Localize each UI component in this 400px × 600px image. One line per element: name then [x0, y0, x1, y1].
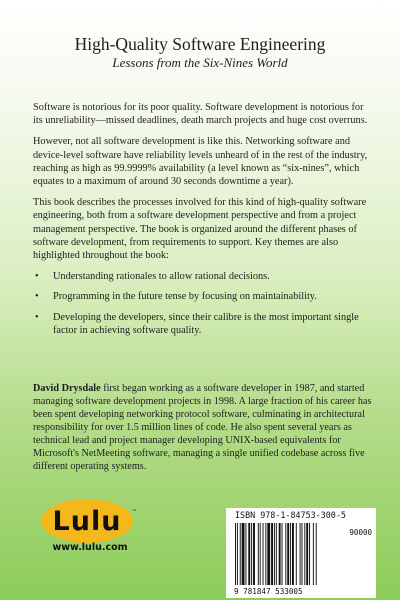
- blurb-paragraph: Software is notorious for its poor quality. Software development is notorious for its unreliability—missed deadlines, death march projects and huge cost overruns.: [33, 102, 368, 127]
- publisher-url: www.lulu.com: [52, 542, 128, 553]
- bullet-icon: •: [35, 311, 39, 323]
- bullet-icon: •: [35, 291, 39, 303]
- bullet-icon: •: [35, 271, 39, 283]
- isbn-label: ISBN 978-1-84753-300-5: [235, 510, 346, 520]
- list-item-text: Understanding rationales to allow rational decisions.: [53, 271, 270, 283]
- list-item-text: Developing the developers, since their calibre is the most important single factor in achieving software quality.: [53, 311, 359, 336]
- blurb-paragraph: However, not all software development is like this. Networking software and device-level software have reliability levels unheard of in the rest of the industry, reaching as high as 99.9999% availability (a level known as “six-nines”, which equates to a maximum of around 30 seconds downtime a year).: [33, 136, 368, 188]
- blurb: [33, 101, 373, 344]
- blurb-paragraph: This book describes the processes involved for this kind of high-quality software engineering, both from a software development perspective and from a project management perspective. The book is organized around the different phases of software development, from requirements to support. Key themes are also highlighted throughout the book:: [33, 197, 367, 262]
- price-code: 90000: [349, 528, 372, 537]
- publisher-logo: [40, 497, 140, 557]
- barcode-icon: [234, 523, 346, 587]
- barcode-digits: 9 781847 533005: [234, 587, 303, 596]
- barcode-panel: [226, 508, 376, 598]
- book-title: High-Quality Software Engineering: [74, 34, 326, 54]
- author-bio: [33, 382, 373, 473]
- list-item-text: Programming in the future tense by focusing on maintainability.: [53, 291, 317, 303]
- author-name: David Drysdale: [33, 383, 101, 394]
- list-item: [33, 290, 373, 303]
- key-themes-list: [33, 270, 373, 337]
- author-bio-text: first began working as a software developer in 1987, and started managing software development projects in 1998. A large fraction of his career has been spent developing networking protocol software, culminating in architectural responsibility for over 1.5 million lines of code. He also spent several years as technical lead and project manager developing UNIX-based equivalents for Microsoft's NetMeeting software, managing a single unified codebase across five different operating systems.: [33, 383, 372, 472]
- list-item: [33, 311, 373, 337]
- book-subtitle: Lessons from the Six-Nines World: [112, 55, 288, 70]
- list-item: [33, 270, 373, 283]
- trademark-mark: ™: [132, 509, 137, 515]
- logo-wordmark: Lulu: [52, 506, 122, 537]
